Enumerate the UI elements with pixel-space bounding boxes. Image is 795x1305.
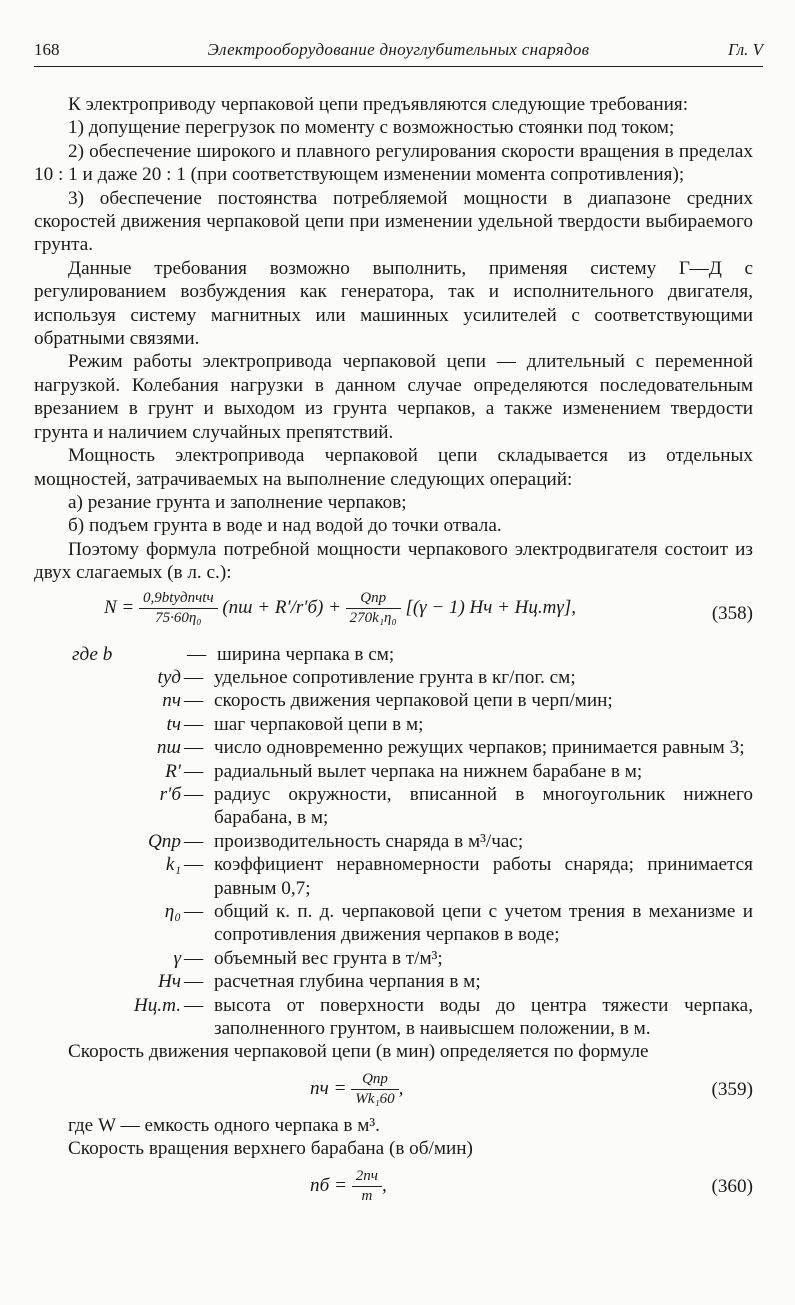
definition-text: высота от поверхности воды до центра тяжести черпака, заполненного грунтом, в наивысшем положении, в м. <box>214 994 753 1040</box>
fraction-denominator: m <box>361 1187 373 1204</box>
definition-row: Qпр — производительность снаряда в м³/час; <box>34 830 753 853</box>
paragraph: Данные требования возможно выполнить, применяя систему Г—Д с регулированием возбуждения как генератора, так и исполнительного двигателя, используя систему магнитных или машинных усилителей с соответствующими обратными связями. <box>34 257 753 350</box>
formula-plus: + <box>328 596 341 618</box>
definition-symbol: γ <box>173 947 181 969</box>
fraction-numerator: 2nч <box>352 1167 382 1187</box>
definition-row: R′ — радиальный вылет черпака на нижнем барабане в м; <box>34 760 753 783</box>
fraction <box>346 589 401 628</box>
formula-359 <box>34 1064 753 1114</box>
definition-symbol: Hч <box>157 971 181 993</box>
paragraph: 1) допущение перегрузок по моменту с возможностью стоянки под током; <box>68 117 675 139</box>
definition-symbol: R′ <box>165 760 181 782</box>
definition-symbol: где b <box>72 643 113 665</box>
formula-tail: , <box>398 1077 404 1099</box>
fraction-numerator: Qпр <box>351 1070 398 1090</box>
definition-row: tуд — удельное сопротивление грунта в кг/пог. см; <box>34 666 753 689</box>
definition-text: удельное сопротивление грунта в кг/пог. см; <box>214 666 576 688</box>
definition-text: объемный вес грунта в т/м³; <box>214 947 443 969</box>
fraction-denominator: Wk₁60 <box>355 1090 395 1107</box>
definition-text: радиальный вылет черпака на нижнем барабане в м; <box>214 760 643 782</box>
fraction-denominator: 270k₁η₀ <box>349 609 397 626</box>
definition-row: γ — объемный вес грунта в т/м³; <box>34 947 753 970</box>
equation-number: (358) <box>711 602 753 624</box>
equation-number: (360) <box>711 1175 753 1197</box>
chapter-label: Гл. V <box>727 40 763 59</box>
header-rule <box>34 66 763 67</box>
definition-row: tч — шаг черпаковой цепи в м; <box>34 713 753 736</box>
definition-row: nч — скорость движения черпаковой цепи в черп/мин; <box>34 689 753 712</box>
fraction-denominator: 75·60η₀ <box>155 609 202 626</box>
definition-symbol: Hц.т. <box>133 994 181 1016</box>
fraction <box>352 1167 382 1206</box>
equation-number: (359) <box>711 1078 753 1100</box>
definition-symbol: tуд <box>157 666 181 688</box>
paragraph: Скорость движения черпаковой цепи (в мин) определяется по формуле <box>68 1041 649 1063</box>
page-number: 168 <box>34 40 60 59</box>
paragraph: где W — емкость одного черпака в м³. <box>68 1114 380 1136</box>
page-body <box>34 93 753 1211</box>
definition-text: коэффициент неравномерности работы снаряда; принимается равным 0,7; <box>214 854 753 899</box>
paragraph: 3) обеспечение постоянства потребляемой мощности в диапазоне средних скоростей движения черпаковой цепи при изменении удельной твердости выбираемого грунта. <box>34 187 753 256</box>
paragraph: б) подъем грунта в воде и над водой до точки отвала. <box>68 515 502 537</box>
fraction <box>351 1070 398 1109</box>
formula-tail: , <box>381 1174 387 1196</box>
definition-text: общий к. п. д. черпаковой цепи с учетом трения в механизме и сопротивления движения черпаков в воде; <box>214 901 753 946</box>
definition-symbol: k₁ <box>165 854 181 876</box>
paragraph: 2) обеспечение широкого и плавного регулирования скорости вращения в пределах 10 : 1 и даже 20 : 1 (при соответствующем изменении момента сопротивления); <box>34 140 753 186</box>
formula-358 <box>34 585 753 643</box>
definition-symbol: tч <box>166 713 181 735</box>
definition-symbol: η₀ <box>164 901 181 922</box>
paragraph: К электроприводу черпаковой цепи предъявляются следующие требования: <box>68 94 689 115</box>
formula-lhs: nч = <box>310 1077 347 1099</box>
formula-lhs: nб = <box>310 1174 347 1196</box>
running-header <box>34 40 763 66</box>
definition-symbol: Qпр <box>147 830 181 852</box>
definition-row: Hч — расчетная глубина черпания в м; <box>34 970 753 993</box>
paragraph: Поэтому формула потребной мощности черпакового электродвигателя состоит из двух слагаемых (в л. с.): <box>34 538 753 584</box>
definition-symbol: nш <box>156 737 181 759</box>
definition-symbol: nч <box>162 690 181 712</box>
paragraph: Мощность электропривода черпаковой цепи складывается из отдельных мощностей, затрачиваемых на выполнение следующих операций: <box>34 445 753 490</box>
paragraph: а) резание грунта и заполнение черпаков; <box>68 491 407 513</box>
paragraph: Режим работы электропривода черпаковой цепи — длительный с переменной нагрузкой. Колебания нагрузки в данном случае определяются последовательным врезанием в грунт и выходом из грунта черпаков, а также изменением твердости грунта и наличием случайных препятствий. <box>34 351 753 443</box>
definition-symbol: r′б <box>159 783 181 805</box>
formula-paren-term: (nш + R′/r′б) <box>222 596 324 618</box>
definition-row: Hц.т. — высота от поверхности воды до центра тяжести черпака, заполненного грунтом, в наивысшем положении, в м. <box>34 994 753 1041</box>
symbol-definitions <box>34 643 753 1041</box>
paragraph: Скорость вращения верхнего барабана (в об/мин) <box>68 1138 473 1160</box>
definition-text: расчетная глубина черпания в м; <box>214 971 481 993</box>
definition-row: η₀ — общий к. п. д. черпаковой цепи с учетом трения в механизме и сопротивления движения черпаков в воде; <box>34 900 753 947</box>
definition-row: k₁ — коэффициент неравномерности работы снаряда; принимается равным 0,7; <box>34 853 753 900</box>
definition-text: радиус окружности, вписанной в многоугольник нижнего барабана, в м; <box>214 783 753 829</box>
definition-text: ширина черпака в см; <box>217 643 395 665</box>
definition-row: где b — ширина черпака в см; <box>34 643 753 666</box>
fraction-numerator: 0,9btудnчtч <box>139 589 218 609</box>
definition-row: nш — число одновременно режущих черпаков; принимается равным 3; <box>34 736 753 759</box>
definition-text: производительность снаряда в м³/час; <box>214 830 524 852</box>
running-title: Электрооборудование дноуглубительных снарядов <box>207 40 590 59</box>
definition-text: число одновременно режущих черпаков; принимается равным 3; <box>214 737 745 759</box>
formula-bracket-term: [(γ − 1) Hч + Hц.тγ], <box>405 596 576 618</box>
fraction-numerator: Qпр <box>346 589 401 609</box>
definition-text: шаг черпаковой цепи в м; <box>214 713 424 735</box>
definition-row: r′б — радиус окружности, вписанной в многоугольник нижнего барабана, в м; <box>34 783 753 830</box>
formula-360 <box>34 1161 753 1211</box>
formula-lhs: N = <box>104 596 135 618</box>
fraction <box>139 589 218 628</box>
definition-text: скорость движения черпаковой цепи в черп/мин; <box>214 690 613 712</box>
